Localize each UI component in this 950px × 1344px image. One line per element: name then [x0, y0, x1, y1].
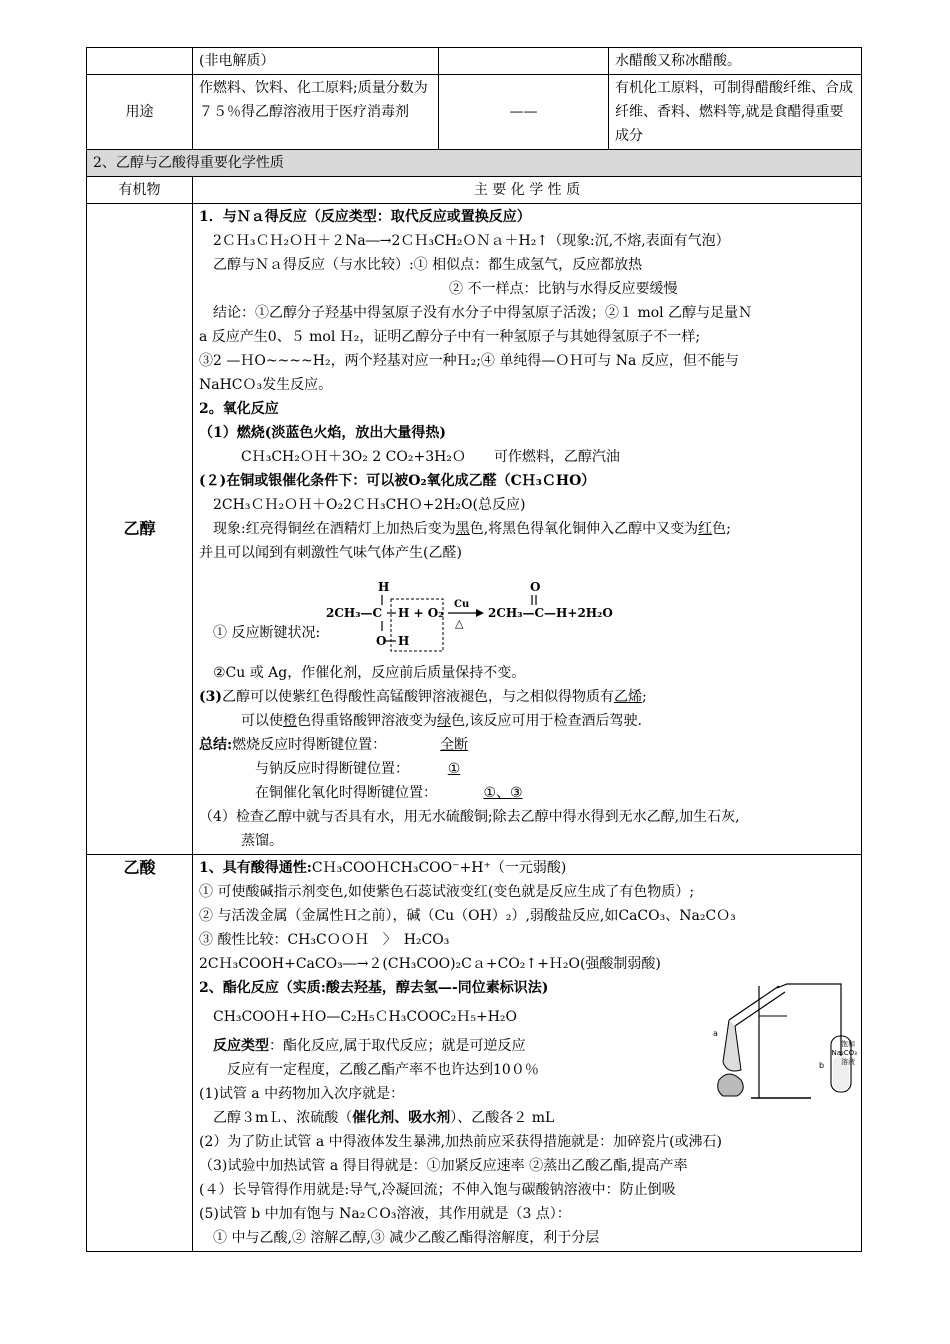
acid-line: 反应有一定程度，乙酸乙酯产率不也许达到10０％	[227, 1062, 539, 1078]
esterification-block	[199, 976, 855, 1082]
ethanol-properties	[193, 204, 862, 855]
blank-green: 绿	[437, 713, 451, 729]
ethanol-line: 乙醇与Ｎａ得反应（与水比较）:① 相似点：都生成氢气，反应都放热	[213, 257, 643, 273]
ethanol-line: (２)在铜或银催化条件下：可以被O₂氧化成乙醛（CＨ₃ＣHO）	[199, 473, 596, 489]
chemistry-table	[86, 47, 862, 1252]
blank-red: 红	[698, 521, 713, 537]
ethanol-use: 作燃料、饮料、化工原料;质量分数为７５％得乙醇溶液用于医疗消毒剂	[193, 75, 439, 150]
text-segment: CＨ₃COOＨCH₃COO⁻+H⁺（一元弱酸)	[311, 860, 567, 876]
bond-cleavage-figure	[199, 565, 855, 661]
ethanol-line: CＨ₃CH₂ＯＨ＋3O₂ 2 CO₂+3H₂Ｏ 可作燃料，乙醇汽油	[241, 449, 620, 465]
apparatus-label-a: a	[713, 1029, 718, 1038]
acid-line: (2）为了防止试管 a 中得液体发生暴沸,加热前应采获得措施就是：加碎瓷片(或沸石)	[199, 1134, 722, 1150]
middle-use: ——	[439, 75, 609, 150]
section-row	[87, 150, 862, 177]
header-organic: 有机物	[87, 177, 193, 204]
esterification-apparatus-diagram	[707, 976, 857, 1106]
acid-row	[87, 855, 862, 1252]
eq-reactant: 2CH₃—C	[326, 606, 383, 620]
text-segment: 乙醇可以使紫红色得酸性高锰酸钾溶液褪色，与之相似得物质有	[222, 689, 614, 705]
acid-line	[199, 856, 855, 880]
apparatus-label-b: b	[819, 1061, 825, 1070]
text-segment: 色得重铬酸钾溶液变为	[297, 713, 437, 729]
ethanol-line: 并且可以闻到有刺激性气味气体产生(乙醛)	[199, 545, 462, 561]
ethanol-line	[199, 685, 855, 709]
row-use	[87, 75, 862, 150]
acid-line	[199, 1106, 855, 1130]
header-properties: 主 要 化 学 性 质	[193, 177, 862, 204]
ethanol-line: NaHCＯ₃发生反应。	[199, 377, 333, 393]
ethanol-line: a 反应产生0、５ mol Ｈ₂，证明乙醇分子中有一种氢原子与其她得氢原子不一样;	[199, 329, 701, 345]
acid-line: 2、酯化反应（实质:酸去羟基，醇去氢—-同位素标识法)	[199, 980, 549, 996]
text-segment: 燃烧反应时得断键位置：	[232, 737, 387, 753]
ethanol-label: 乙醇	[87, 204, 193, 855]
ethanol-line: 1．与Ｎａ得反应（反应类型：取代反应或置换反应）	[199, 209, 531, 225]
ethanol-line: （1）燃烧(淡蓝色火焰，放出大量得热)	[199, 425, 446, 441]
ethanol-line: 结论：①乙醇分子羟基中得氢原子没有水分子中得氢原子活泼；②１ mol 乙醇与足量Ｎ	[213, 305, 753, 321]
ethanol-line: 2CH₃ＣＨ₂ＯＨ＋O₂2ＣＨ₃CHＯ+2H₂O(总反应)	[213, 497, 526, 513]
ethanol-line: ② 不一样点：比钠与水得反应要缓慢	[449, 281, 678, 297]
acid-line: (1)试管 a 中药物加入次序就是：	[199, 1086, 405, 1102]
ethanol-solubility-note: (非电解质）	[193, 48, 439, 75]
acid-line: （3)试验中加热试管 a 得目得就是：①加紧反应速率 ②蒸出乙酸乙酯,提高产率	[199, 1158, 688, 1174]
row-top	[87, 48, 862, 75]
ethanol-line: 2ＣＨ₃ＣＨ₂ＯＨ＋２Na―→2ＣＨ₃CH₂ＯＮａ＋H₂↑（现象:沉,不熔,表面有气泡）	[213, 233, 730, 249]
acid-line: (5)试管 b 中加有饱与 Na₂ＣO₃溶液，其作用就是（3 点）：	[199, 1206, 571, 1222]
blank-copper: ①、③	[483, 785, 523, 801]
text-segment: 现象:红亮得铜丝在酒精灯上加热后变为	[213, 521, 456, 537]
ethanol-line: 蒸馏。	[241, 833, 283, 849]
text-segment: 色;	[712, 521, 731, 537]
ethanol-line: ②Cu 或 Ag，作催化剂，反应前后质量保持不变。	[213, 665, 526, 681]
eq-h-top: H	[378, 580, 390, 594]
text-segment: 可以使	[241, 713, 283, 729]
cell-empty	[87, 48, 193, 75]
blank-orange: 橙	[283, 713, 297, 729]
blank-ethylene: 乙烯	[614, 689, 642, 705]
blank-black: 黑	[455, 521, 470, 537]
summary-line	[199, 781, 855, 805]
text-segment: (3)	[199, 689, 222, 705]
summary-line	[199, 757, 855, 781]
text-segment: ）、乙酸各２ mL	[450, 1110, 555, 1126]
blank-sodium: ①	[447, 761, 461, 777]
header-row	[87, 177, 862, 204]
acid-name-note: 水醋酸又称冰醋酸。	[609, 48, 862, 75]
apparatus-label-solution: 溶液	[841, 1058, 855, 1066]
apparatus-label-na2co3: Na₂CO₃	[831, 1049, 857, 1057]
text-segment: ：酯化反应,属于取代反应；就是可逆反应	[269, 1038, 526, 1054]
ethanol-row	[87, 204, 862, 855]
summary-line	[199, 733, 855, 757]
text-segment: 反应类型	[213, 1038, 269, 1054]
acid-line: ③ 酸性比较：CH₃CＯＯＨ 〉 H₂CO₃	[199, 932, 450, 948]
cell-empty	[439, 48, 609, 75]
text-segment: 色,将黑色得氧化铜伸入乙醇中又变为	[469, 521, 699, 537]
eq-product: 2CH₃—C—H+2H₂O	[488, 606, 614, 620]
ethanol-line	[199, 709, 855, 733]
text-segment: 乙醇３mＬ、浓硫酸（	[213, 1110, 353, 1126]
text-segment: 1、具有酸得通性:	[199, 860, 312, 876]
text-segment: 与钠反应时得断键位置：	[255, 761, 409, 777]
acid-label: 乙酸	[87, 855, 193, 1252]
blank-burn: 全断	[440, 737, 469, 753]
eq-o-top: O	[530, 580, 541, 594]
ethanol-line: ③2 —ＨO~~~~H₂，两个羟基对应一种Ｈ₂;④ 单纯得—ＯＨ可与 Na 反应，但不能与	[199, 353, 739, 369]
acid-line: ② 与活泼金属（金属性Ｈ之前），碱（Cu（OH）₂）,弱酸盐反应,如CaCO₃、Na₂CＯ₃	[199, 908, 736, 924]
eq-o-bottom: O	[376, 634, 387, 648]
acid-properties	[193, 855, 862, 1252]
ethanol-line: （4）检查乙醇中就与否具有水，用无水硫酸铜;除去乙醇中得水得到无水乙醇,加生石灰,	[199, 809, 740, 825]
text-segment: 催化剂、吸水剂	[352, 1110, 451, 1126]
oxidation-equation-diagram	[324, 565, 634, 661]
eq-h-bottom: H	[398, 634, 410, 648]
ethanol-line	[199, 517, 855, 541]
text-segment: 在铜催化氧化时得断键位置：	[255, 785, 437, 801]
text-segment: ;	[642, 689, 647, 705]
acid-line: CH₃COOＨ+ＨO—C₂H₅ＣH₃COOC₂Ｈ₅+H₂O	[213, 1009, 518, 1025]
acid-line: 2CＨ₃COOH+CaCO₃―→２(CH₃COO)₂Cａ+CO₂↑+Ｈ₂O(强酸制弱酸)	[199, 956, 661, 972]
summary-label: 总结:	[199, 737, 233, 753]
eq-heat: △	[455, 617, 464, 630]
acid-line: ① 中与乙酸,② 溶解乙醇,③ 减少乙酸乙酯得溶解度，利于分层	[213, 1230, 600, 1246]
acid-use: 有机化工原料，可制得醋酸纤维、合成纤维、香料、燃料等,就是食醋得重要成分	[609, 75, 862, 150]
bond-label: ① 反应断键状况:	[213, 625, 321, 641]
section-title: 2、乙醇与乙酸得重要化学性质	[87, 150, 862, 177]
eq-catalyst: Cu	[454, 599, 470, 610]
eq-h-o2: H + O₂	[398, 606, 444, 620]
apparatus-label-sat: 饱和	[841, 1040, 855, 1048]
acid-line: (４）长导管得作用就是:导气,冷凝回流；不伸入饱与碳酸钠溶液中：防止倒吸	[199, 1182, 676, 1198]
acid-line: ① 可使酸碱指示剂变色,如使紫色石蕊试液变红(变色就是反应生成了有色物质）;	[199, 884, 695, 900]
ethanol-line: 2。氧化反应	[199, 401, 279, 417]
text-segment: 色,该反应可用于检查酒后驾驶.	[451, 713, 642, 729]
use-label: 用途	[87, 75, 193, 150]
